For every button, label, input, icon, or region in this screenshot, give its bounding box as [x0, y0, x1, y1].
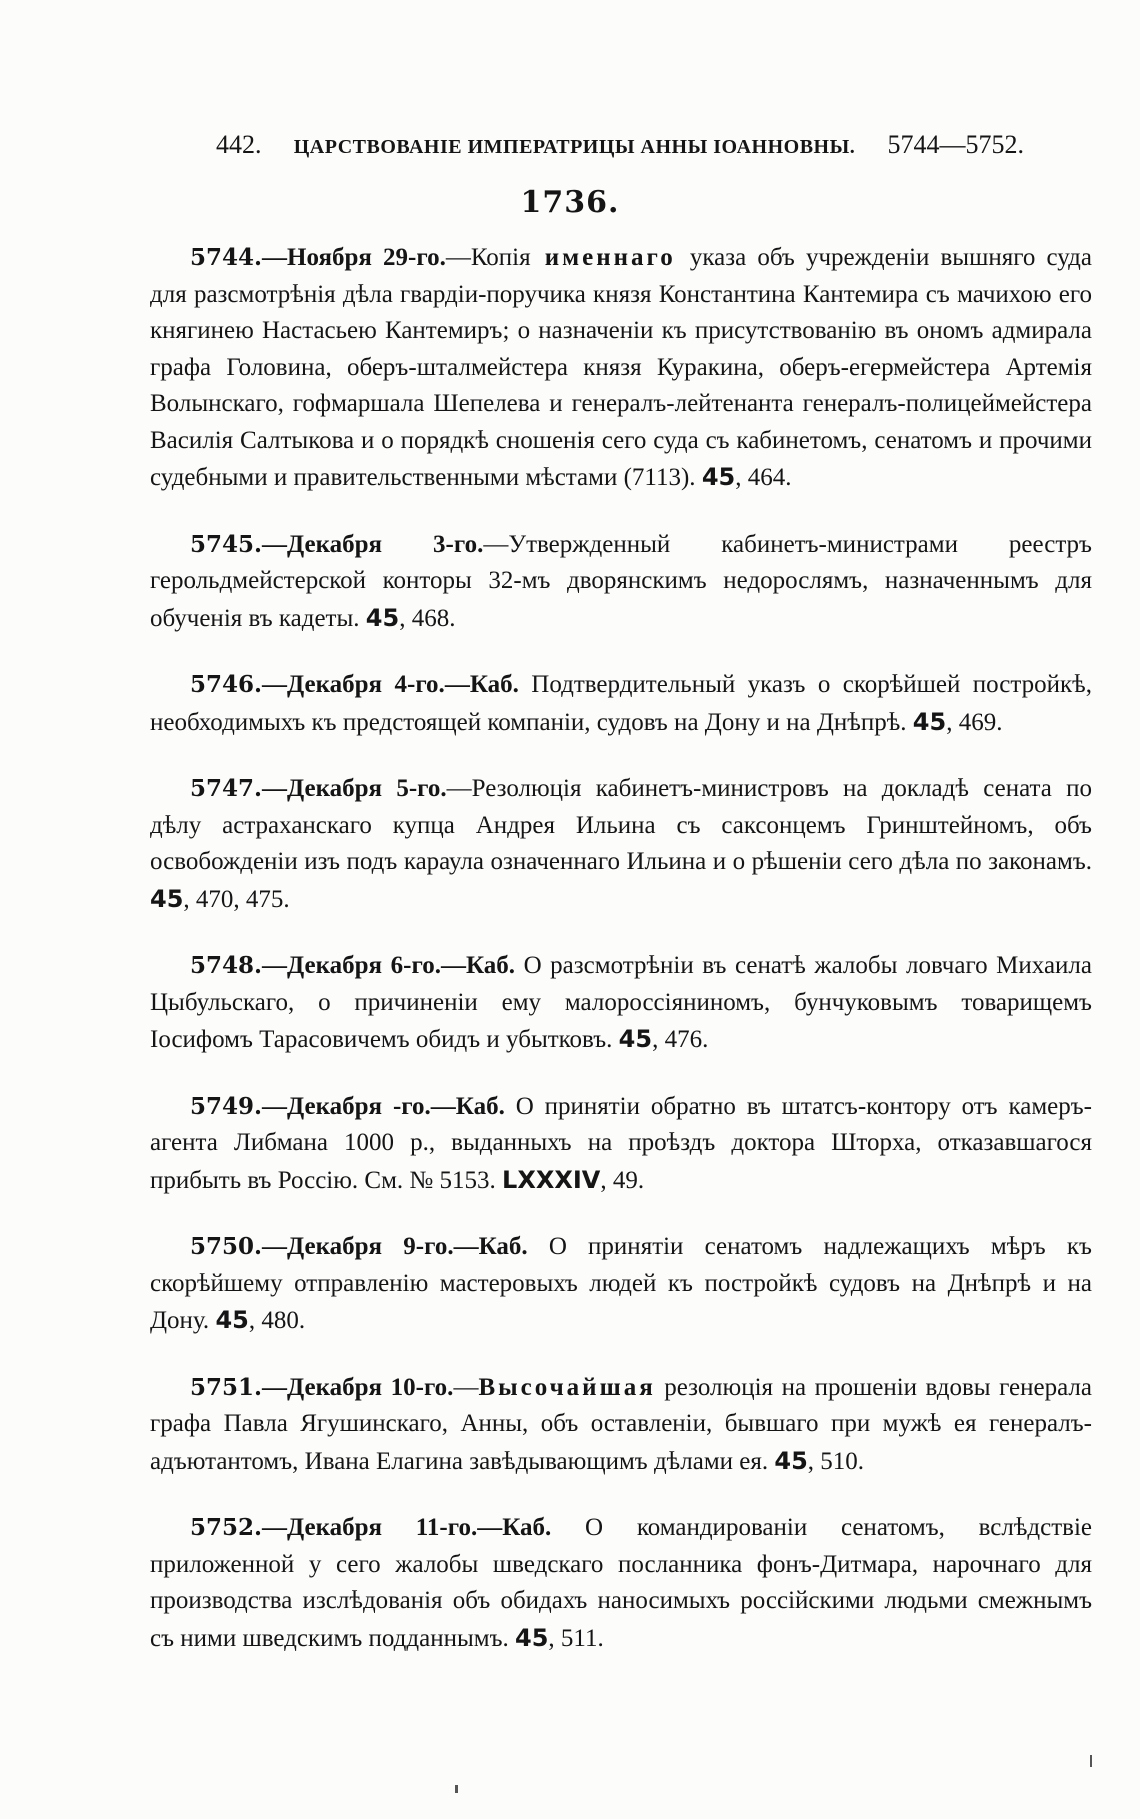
reign-title: ЦАРСТВОВАНІЕ ИМПЕРАТРИЦЫ АННЫ ІОАННОВНЫ. [293, 136, 856, 158]
entry-source: —Каб. [477, 1514, 552, 1541]
entry-text-cont: указа объ учрежденіи вышняго суда для разсмотрѣнія дѣла гвардіи-поручика князя Константина Кантемира съ мачихою его княгинею Настасьею Кантемиръ; о назначеніи къ присутствованію въ ономъ адмирала графа Головина, оберъ-шталмейстера князя Куракина, оберъ-егермейстера Артемія Волынскаго, гофмаршала Шепелева и генералъ-лейтенанта генералъ-полицеймейстера Василія Салтыкова и о порядкѣ сношенія сего суда съ кабинетомъ, сенатомъ и прочими судебными и правительственными мѣстами (7113). [150, 244, 1092, 491]
entry-source: —Каб. [453, 1233, 528, 1260]
entry-range: 5744—5752. [887, 130, 1024, 159]
entry-number: 5750. [190, 1233, 263, 1260]
entry-pages: , 511. [548, 1624, 604, 1652]
entry-text: О принятіи обратно въ штатсъ-контору отъ камеръ-агента Либмана 1000 р., выданныхъ на проѣздъ доктора Шторха, отказавшагося прибыть въ Россію. См. № 5153. [150, 1092, 1092, 1194]
entry-emphasis: именнаго [530, 244, 690, 271]
entry-volume: 45 [150, 884, 184, 913]
entry-text: О принятіи сенатомъ надлежащихъ мѣръ къ скорѣйшему отправленію мастеровыхъ людей къ постройкѣ судовъ на Днѣпрѣ и на Дону. [150, 1233, 1092, 1334]
entry-5748 [150, 948, 1092, 1059]
entry-date: —Декабря 3-го. [262, 530, 484, 558]
entry-source: —Каб. [440, 952, 516, 979]
entry-text: —Резолюція кабинетъ-министровъ на докладѣ сената по дѣлу астраханскаго купца Андрея Ильина съ саксонцемъ Гринштейномъ, объ освобожденіи изъ подъ караула означеннаго Ильина и о рѣшеніи сего дѣла по законамъ. [150, 775, 1092, 875]
entry-volume: 45 [515, 1623, 549, 1652]
entry-date: —Декабря 11-го. [262, 1514, 478, 1541]
entry-source: —Каб. [430, 1092, 505, 1120]
entry-volume: LXXXIV [502, 1165, 601, 1194]
year-heading: 1736. [520, 185, 620, 220]
entry-text: О командированіи сенатомъ, вслѣдствіе приложенной у сего жалобы шведскаго посланника фонъ-Дитмара, нарочнаго для производства изслѣдованія объ обидахъ наносимыхъ россійскими людьми смежнымъ съ ними шведскимъ подданнымъ. [150, 1514, 1092, 1652]
entry-date: —Ноября 29-го. [262, 244, 446, 271]
entry-5744 [150, 240, 1092, 497]
entry-5752 [150, 1510, 1092, 1657]
entry-volume: 45 [912, 707, 947, 736]
entry-pages: , 468. [399, 604, 456, 632]
entry-pages: , 480. [248, 1307, 306, 1334]
entry-text-cont: резолюція на прошеніи вдовы генерала графа Павла Ягушинскаго, Анны, объ оставленіи, бывшаго при мужѣ ея генералъ-адъютантомъ, Ивана Елагина завѣдывающимъ дѣлами ея. [150, 1373, 1092, 1475]
entry-text: О разсмотрѣніи въ сенатѣ жалобы ловчаго Михаила Цыбульскаго, о причиненіи ему малороссіяниномъ, бунчуковымъ товарищемъ Іосифомъ Тарасовичемъ обидъ и убытковъ. [150, 952, 1092, 1053]
entry-5749 [150, 1089, 1092, 1200]
entry-text: Подтвердительный указъ о скорѣйшей постройкѣ, необходимыхъ къ предстоящей компаніи, судовъ на Дону и на Днѣпрѣ. [150, 671, 1092, 736]
running-head [216, 130, 1024, 170]
entry-5745 [150, 527, 1092, 638]
entry-volume: 45 [618, 1025, 653, 1053]
entry-pages: , 470, 475. [183, 885, 290, 913]
entry-5747 [150, 771, 1092, 918]
entry-pages: , 49. [600, 1166, 645, 1194]
entry-date: —Декабря 6-го. [262, 952, 441, 979]
entry-number: 5745. [190, 530, 263, 558]
entry-5746 [150, 667, 1092, 741]
entry-pages: , 464. [735, 464, 792, 491]
entry-text: — [453, 1373, 479, 1401]
entry-number: 5749. [190, 1092, 263, 1120]
entry-number: 5746. [190, 671, 263, 698]
entries-list [150, 240, 1092, 1687]
entry-volume: 45 [215, 1306, 249, 1334]
entry-date: —Декабря 9-го. [262, 1233, 454, 1260]
entry-number: 5748. [190, 952, 263, 979]
entry-text: —Копія [445, 244, 531, 271]
scan-speck [455, 1785, 458, 1793]
entry-volume: 45 [365, 603, 400, 632]
entry-text: —Утвержденный кабинетъ-министрами реестръ герольдмейстерской конторы 32-мъ дворянскимъ недорослямъ, назначеннымъ для обученія въ кадеты. [150, 530, 1092, 632]
entry-volume: 45 [701, 463, 736, 491]
entry-5750 [150, 1229, 1092, 1340]
entry-volume: 45 [774, 1446, 808, 1475]
entry-source: —Каб. [444, 671, 519, 698]
entry-date: —Декабря 10-го. [262, 1373, 454, 1401]
entry-number: 5747. [190, 775, 263, 802]
entry-pages: , 510. [807, 1447, 865, 1475]
entry-5751 [150, 1370, 1092, 1481]
entry-date: —Декабря -го. [262, 1092, 431, 1120]
entry-number: 5744. [190, 244, 263, 271]
entry-emphasis: Высочайшая [478, 1373, 656, 1401]
entry-number: 5751. [190, 1373, 263, 1401]
scan-speck [1090, 1755, 1092, 1767]
page-number: 442. [216, 130, 262, 159]
entry-date: —Декабря 5-го. [262, 775, 447, 802]
entry-pages: , 469. [946, 708, 1003, 736]
entry-pages: , 476. [652, 1026, 709, 1053]
entry-number: 5752. [190, 1514, 263, 1541]
entry-date: —Декабря 4-го. [262, 671, 445, 698]
